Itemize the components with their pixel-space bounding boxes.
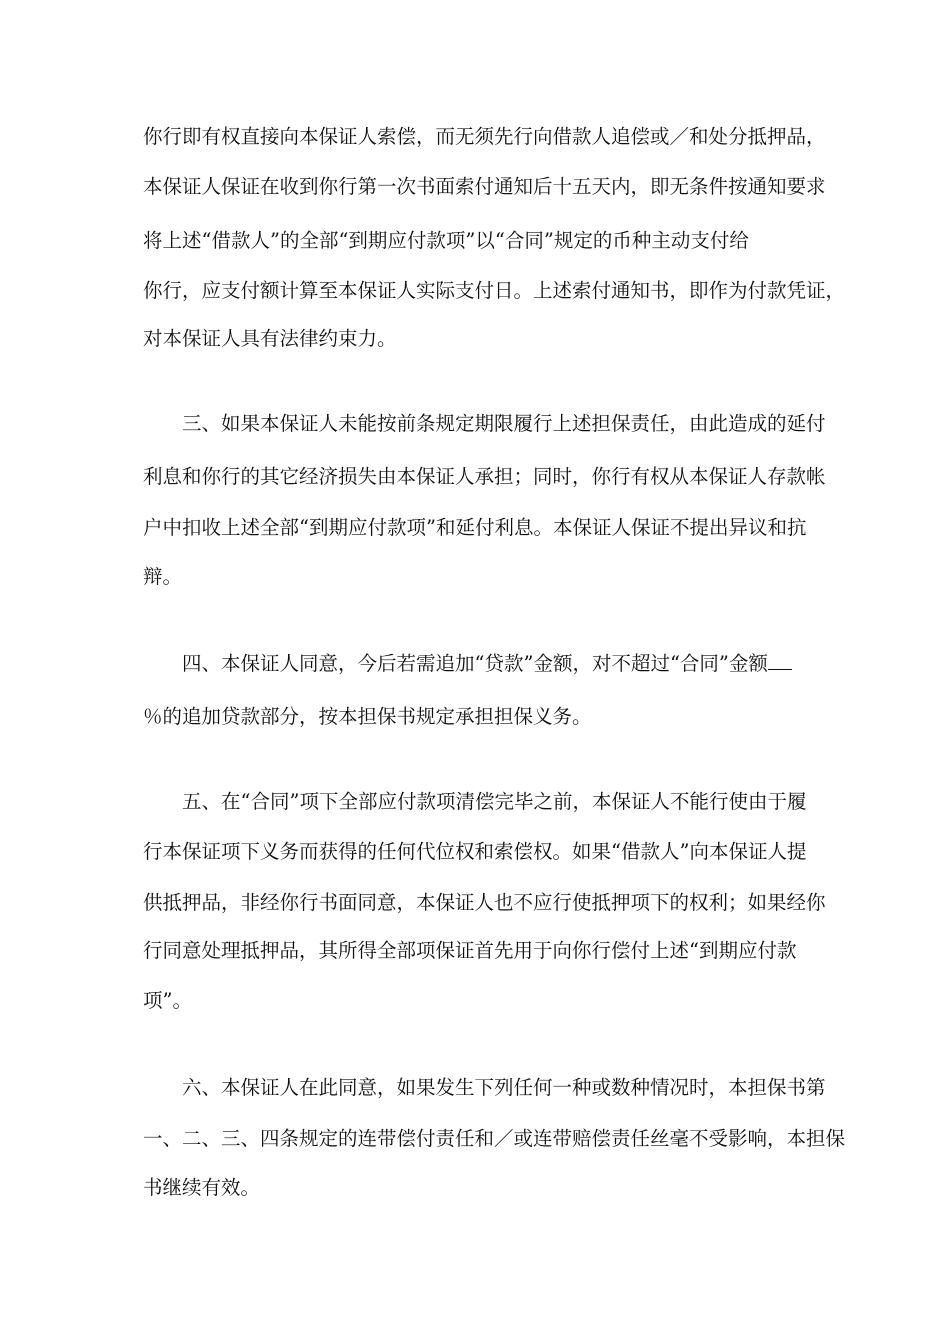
text-line: 户中扣收上述全部“到期应付款项”和延付利息。本保证人保证不提出异议和抗 [143,516,807,539]
text-line: 行本保证项下义务而获得的任何代位权和索偿权。如果“借款人”向本保证人提 [143,840,807,863]
fill-in-blank [768,651,792,670]
text-segment: 四、本保证人同意，今后若需追加“贷款”金额，对不超过“合同”金额 [143,652,768,675]
text-line: 对本保证人具有法律约束力。 [143,327,397,350]
text-line: 你行即有权直接向本保证人索偿，而无须先行向借款人追偿或／和处分抵押品， [143,125,826,148]
text-line: 书继续有效。 [143,1176,261,1199]
text-line: 六、本保证人在此同意，如果发生下列任何一种或数种情况时，本担保书第 [143,1076,826,1099]
text-line-with-blank [143,649,792,679]
text-line: ％的追加贷款部分，按本担保书规定承担担保义务。 [143,705,592,728]
text-line: 供抵押品，非经你行书面同意，本保证人也不应行使抵押项下的权利；如果经你 [143,891,826,914]
text-line: 项”。 [143,989,192,1012]
text-line: 五、在“合同”项下全部应付款项清偿完毕之前，本保证人不能行使由于履 [143,790,807,813]
text-line: 你行，应支付额计算至本保证人实际支付日。上述索付通知书，即作为付款凭证， [143,279,846,302]
text-line: 行同意处理抵押品，其所得全部项保证首先用于向你行偿付上述“到期应付款 [143,939,797,962]
text-line: 将上述“借款人”的全部“到期应付款项”以“合同”规定的币种主动支付给 [143,229,749,252]
text-line: 本保证人保证在收到你行第一次书面索付通知后十五天内，即无条件按通知要求 [143,175,826,198]
text-line: 三、如果本保证人未能按前条规定期限履行上述担保责任，由此造成的延付 [143,412,826,435]
text-line: 一、二、三、四条规定的连带偿付责任和／或连带赔偿责任丝毫不受影响，本担保 [143,1127,846,1150]
text-line: 辩。 [143,565,183,588]
text-line: 利息和你行的其它经济损失由本保证人承担；同时，你行有权从本保证人存款帐 [143,465,826,488]
